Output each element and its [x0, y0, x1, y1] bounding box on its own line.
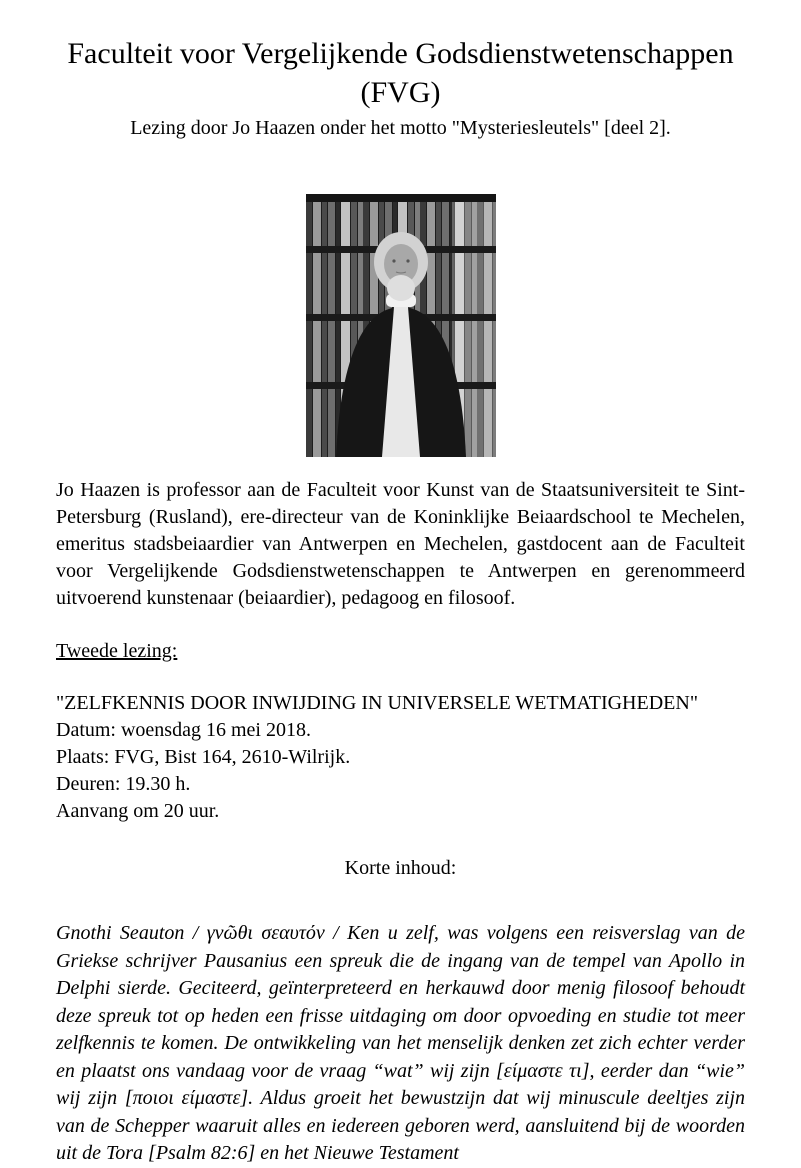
- lecture-date: Datum: woensdag 16 mei 2018.: [56, 719, 311, 741]
- title-line-1: Faculteit voor Vergelijkende Godsdienstwetenschappen: [67, 37, 734, 70]
- lecture-heading: [56, 638, 745, 665]
- lecture-location: Plaats: FVG, Bist 164, 2610-Wilrijk.: [56, 746, 351, 768]
- summary-heading: Korte inhoud:: [344, 857, 457, 879]
- portrait-photo-graphic: [306, 194, 496, 457]
- portrait-photo: [56, 194, 745, 457]
- page-title: [56, 34, 745, 112]
- lecture-doors: Deuren: 19.30 h.: [56, 773, 191, 795]
- bio-paragraph: Jo Haazen is professor aan de Faculteit voor Kunst van de Staatsuniversiteit te Sint-Petersburg (Rusland), ere-directeur van de Koninklijke Beiaardschool te Mechelen, emeritus stadsbeiaardier van Antwerpen en Mechelen, gastdocent aan de Faculteit voor Vergelijkende Godsdienstwetenschappen te Antwerpen en gerenommeerd uitvoerend kunstenaar (beiaardier), pedagoog en filosoof.: [56, 479, 745, 609]
- lecture-subtitle: Lezing door Jo Haazen onder het motto "Mysteriesleutels" [deel 2].: [130, 117, 671, 139]
- title-line-2: (FVG): [360, 76, 441, 109]
- lecture-start-time: Aanvang om 20 uur.: [56, 800, 220, 822]
- lecture-heading-text: Tweede lezing:: [56, 640, 178, 662]
- lecture-title: "ZELFKENNIS DOOR INWIJDING IN UNIVERSELE WETMATIGHEDEN": [56, 692, 698, 714]
- summary-paragraph: Gnothi Seauton / γνῶθι σεαυτόν / Ken u zelf, was volgens een reisverslag van de Griekse schrijver Pausanius een spreuk die de ingang van de tempel van Apollo in Delphi sierde. Geciteerd, geïnterpreteerd en herkauwd door menig filosoof behoudt deze spreuk tot op heden een frisse uitdaging om door opvoeding en studie tot meer zelfkennis te komen. De ontwikkeling van het menselijk denken zet zich echter verder en plaatst ons vandaag voor de vraag “wat” wij zijn [είμαστε τι], eerder dan “wie” wij zijn [ποιοι είμαστε]. Aldus groeit het bewustzijn dat wij minuscule deeltjes zijn van de Schepper waaruit alles en iedereen geboren werd, aansluitend bij de woorden uit de Tora [Psalm 82:6] en het Nieuwe Testament: [56, 922, 745, 1164]
